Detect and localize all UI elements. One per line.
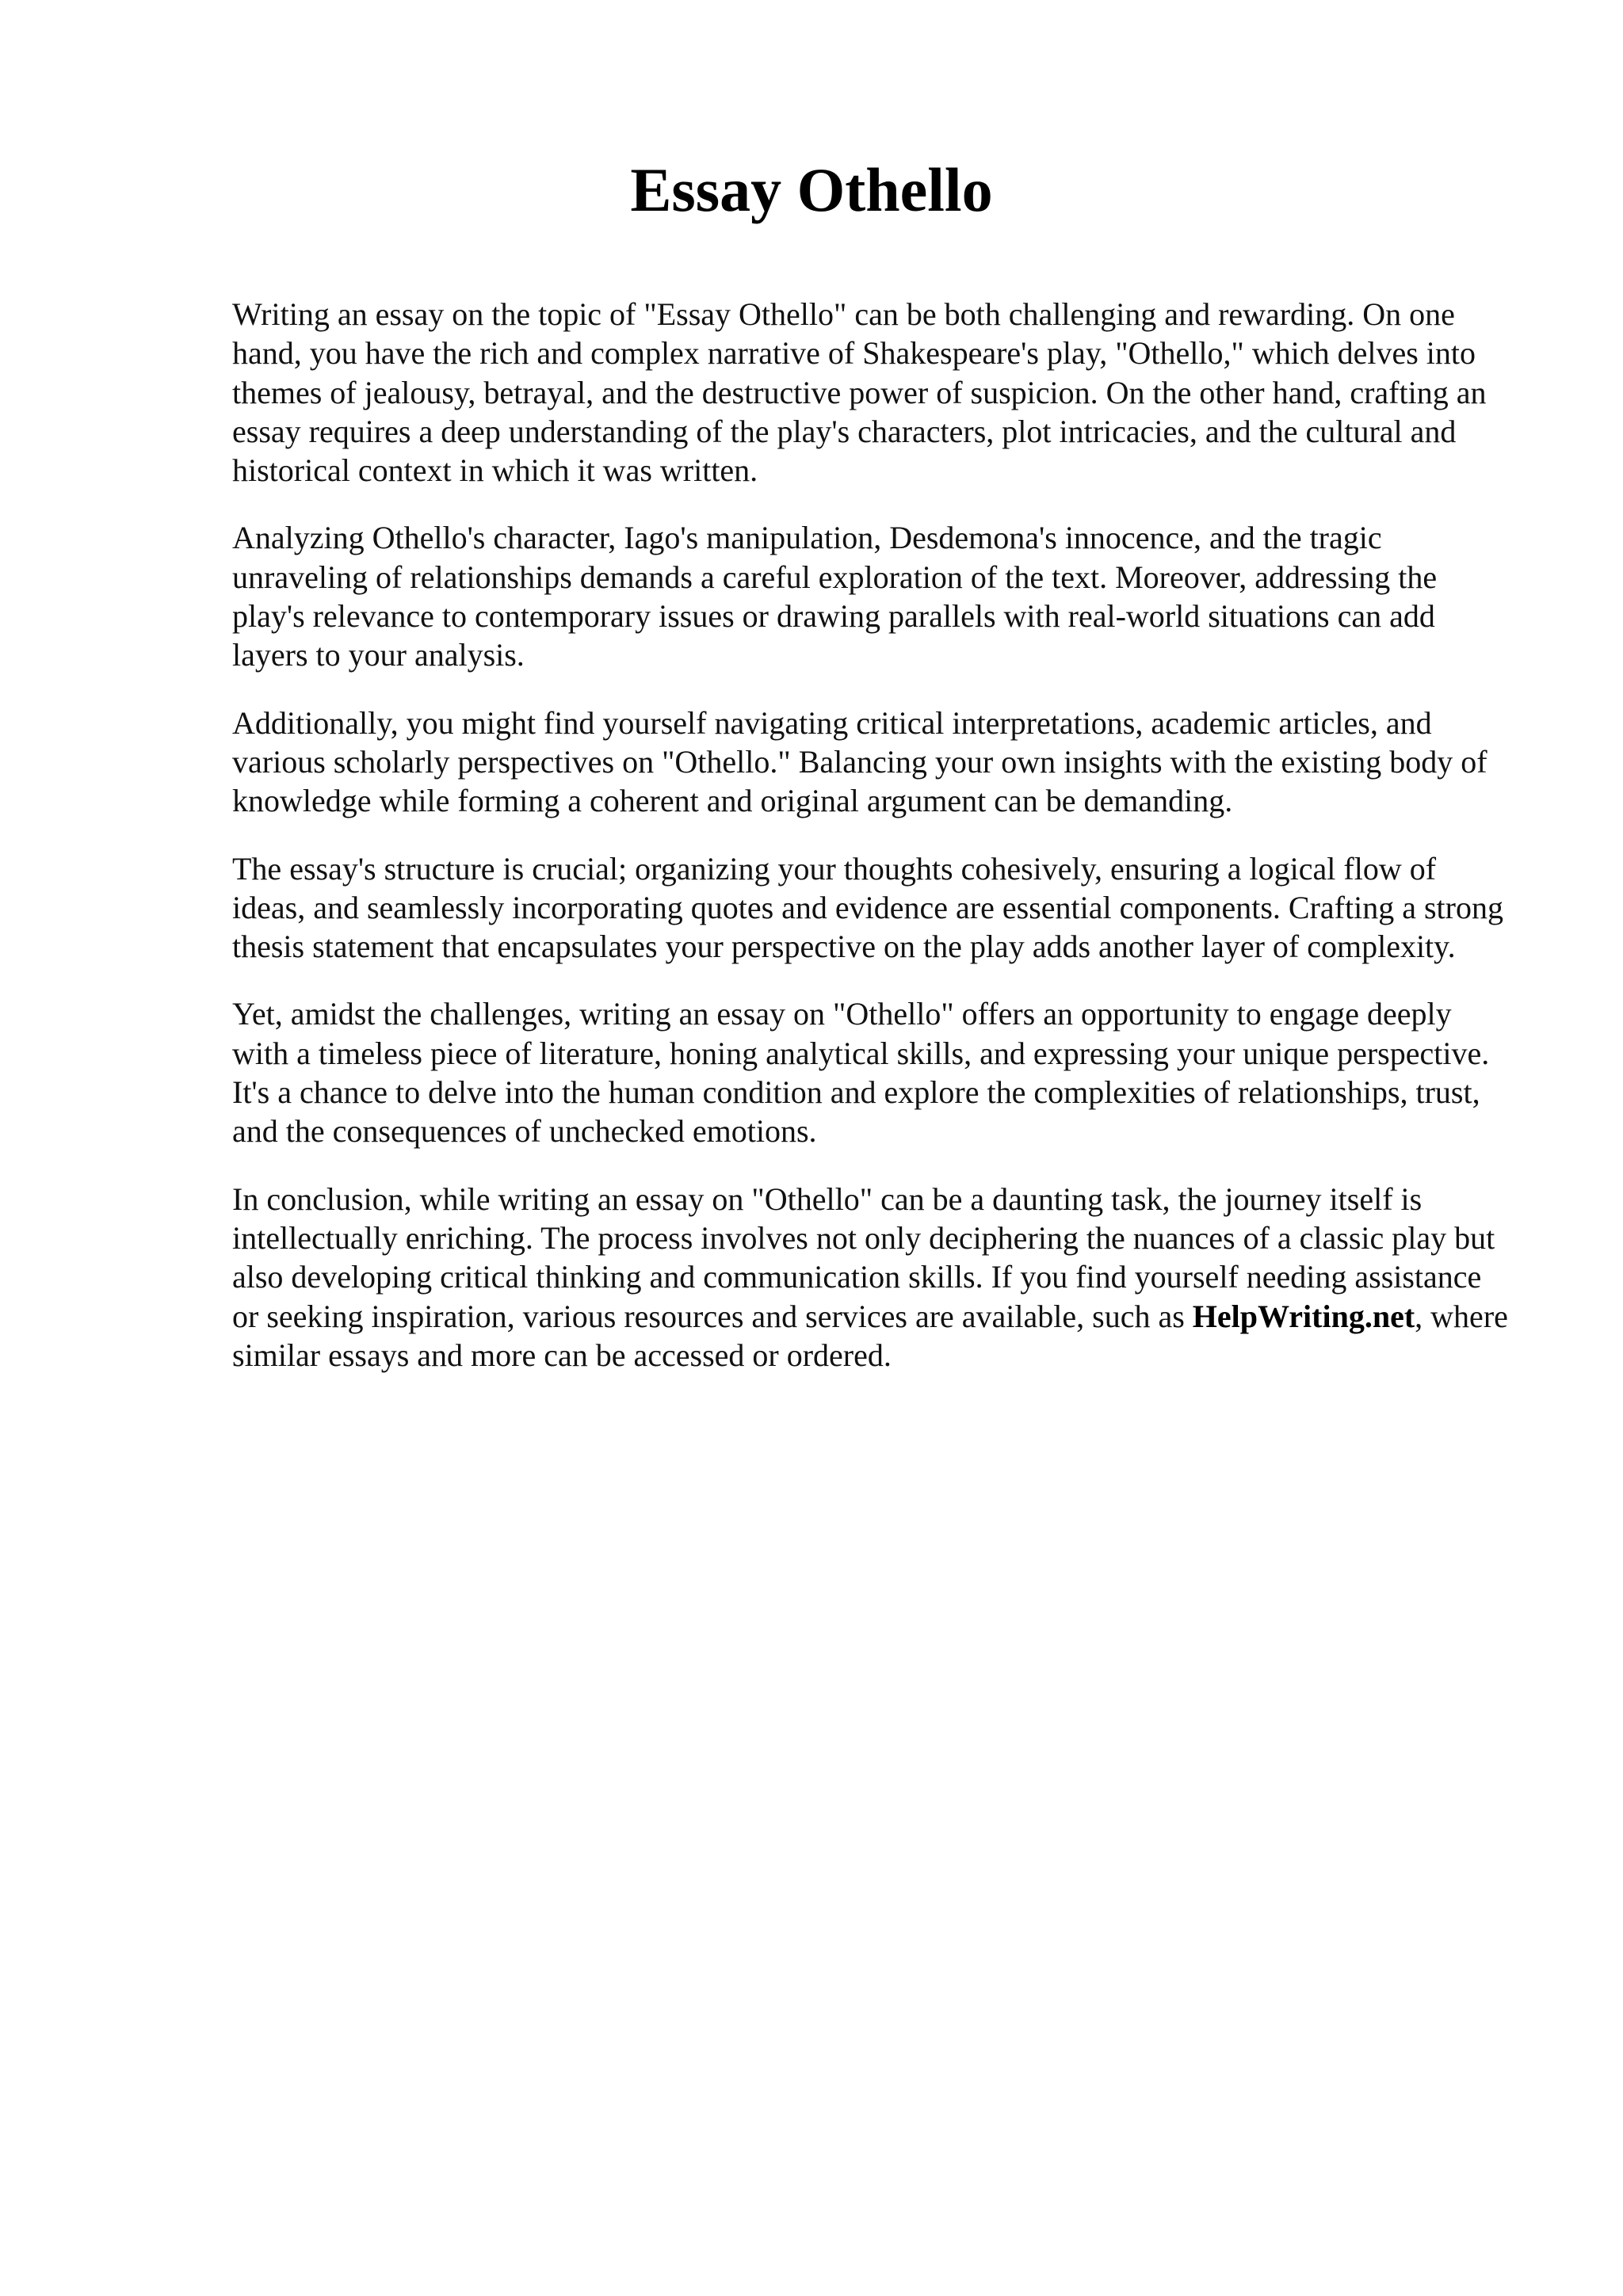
paragraph-conclusion	[232, 1180, 1508, 1375]
conclusion-text: In conclusion, while writing an essay on "Othello" can be a daunting task, the journey itself is intellectually enriching. The process involves not only deciphering the nuances of a classic play but also developing critical thinking and communication skills. If you find yourself needing assistance or seeking inspiration, various resources and services are available, such as	[232, 1180, 1495, 1334]
document-body	[232, 295, 1508, 1403]
page-title: Essay Othello	[630, 155, 993, 224]
brand-name: HelpWriting.net	[1192, 1298, 1415, 1334]
paragraph-analysis: Analyzing Othello's character, Iago's manipulation, Desdemona's innocence, and the tragic unraveling of relationships demands a careful exploration of the text. Moreover, addressing the play's relevance to contemporary issues or drawing parallels with real-world situations can add layers to your analysis.	[232, 520, 1438, 673]
paragraph-research: Additionally, you might find yourself navigating critical interpretations, academic articles, and various scholarly perspectives on "Othello." Balancing your own insights with the existing body of knowledge while forming a coherent and original argument can be demanding.	[232, 704, 1487, 819]
paragraph-intro: Writing an essay on the topic of "Essay Othello" can be both challenging and rewarding. On one hand, you have the rich and complex narrative of Shakespeare's play, "Othello," which delves into themes of jealousy, betrayal, and the destructive power of suspicion. On the other hand, crafting an essay requires a deep understanding of the play's characters, plot intricacies, and the cultural and historical context in which it was written.	[232, 296, 1487, 489]
paragraph-opportunity: Yet, amidst the challenges, writing an essay on "Othello" offers an opportunity to engage deeply with a timeless piece of literature, honing analytical skills, and expressing your unique perspective. It's a chance to delve into the human condition and explore the complexities of relationships, trust, and the consequences of unchecked emotions.	[232, 996, 1490, 1150]
paragraph-structure: The essay's structure is crucial; organizing your thoughts cohesively, ensuring a logical flow of ideas, and seamlessly incorporating quotes and evidence are essential components. Crafting a strong thesis statement that encapsulates your perspective on the play adds another layer of complexity.	[232, 850, 1503, 965]
conclusion-tail: , where similar essays and more can be accessed or ordered.	[232, 1298, 1508, 1373]
